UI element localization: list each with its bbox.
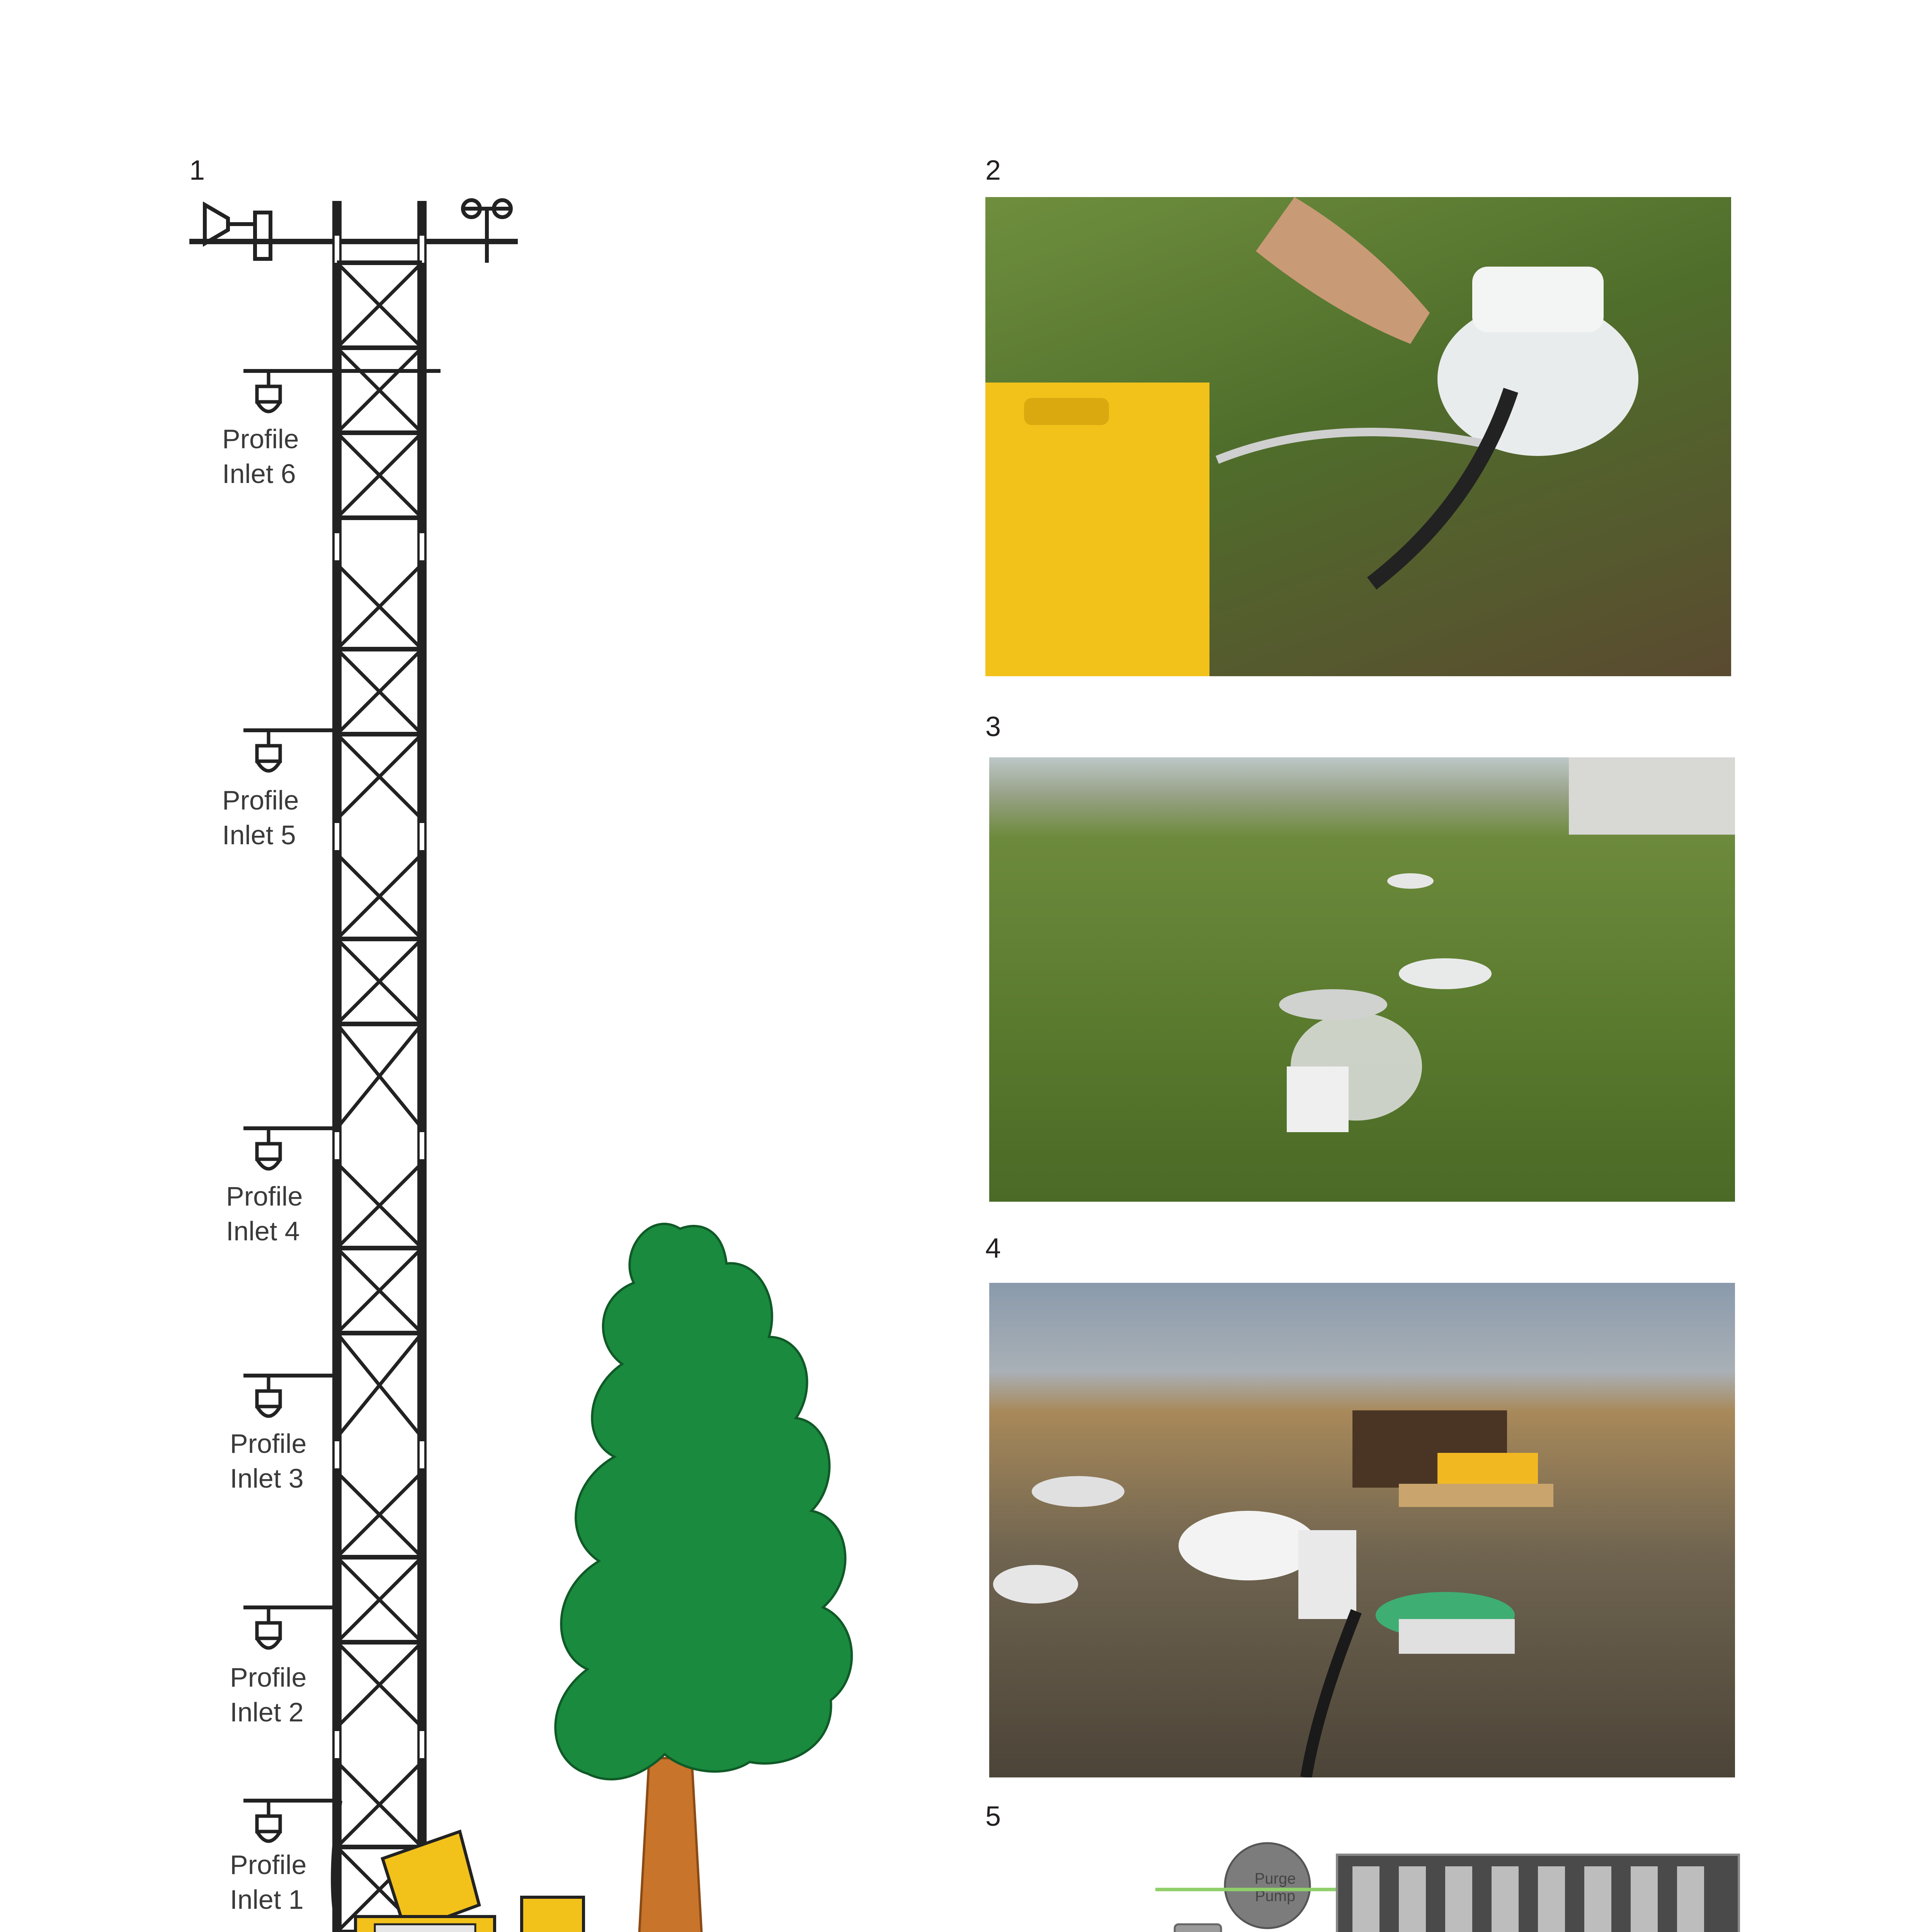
inlet-3-label-1: Profile (230, 1429, 307, 1459)
inlet-4-label-2: Inlet 4 (226, 1216, 300, 1246)
figure-number-1: 1 (189, 155, 205, 186)
inlet-1-icon (257, 1801, 280, 1841)
inlet-5-label-1: Profile (222, 785, 299, 815)
purge-pump-label-1: Purge (1254, 1870, 1296, 1887)
inlet-6-label-2: Inlet 6 (222, 459, 296, 489)
inlet-3-label-2: Inlet 3 (230, 1463, 304, 1493)
photo-soil-flux (989, 1283, 1735, 1777)
inlet-1-label-2: Inlet 1 (230, 1884, 304, 1915)
inlet-6-icon (257, 371, 280, 412)
inlet-5-label-2: Inlet 5 (222, 820, 296, 850)
figure-number-5: 5 (985, 1801, 1001, 1832)
photo-net-carbon-exchange (989, 757, 1735, 1202)
inlet-2-label-1: Profile (230, 1662, 307, 1692)
figure-number-2: 2 (985, 155, 1001, 186)
multiplexer-flow-diagram (981, 1839, 1754, 1932)
purge-pump-label-2: Pump (1255, 1888, 1296, 1905)
tree-illustration (555, 1224, 852, 1932)
tower-profile-illustration (139, 185, 866, 1932)
inlet-2-icon (257, 1607, 280, 1648)
system-manifold (1175, 1924, 1221, 1932)
inlet-4-label-1: Profile (226, 1181, 303, 1211)
inlet-5-icon (257, 730, 280, 771)
inlet-3-icon (257, 1376, 280, 1416)
figure-number-3: 3 (985, 711, 1001, 742)
wind-vane-icon (205, 205, 270, 259)
inlet-4-icon (257, 1128, 280, 1169)
inlet-6-label-1: Profile (222, 424, 299, 454)
inlet-2-label-2: Inlet 2 (230, 1697, 304, 1727)
inlet-1-label-1: Profile (230, 1850, 307, 1880)
anemometer-icon (463, 200, 511, 263)
photo-trace-gas-setup (985, 197, 1731, 676)
figure-number-4: 4 (985, 1233, 1001, 1264)
